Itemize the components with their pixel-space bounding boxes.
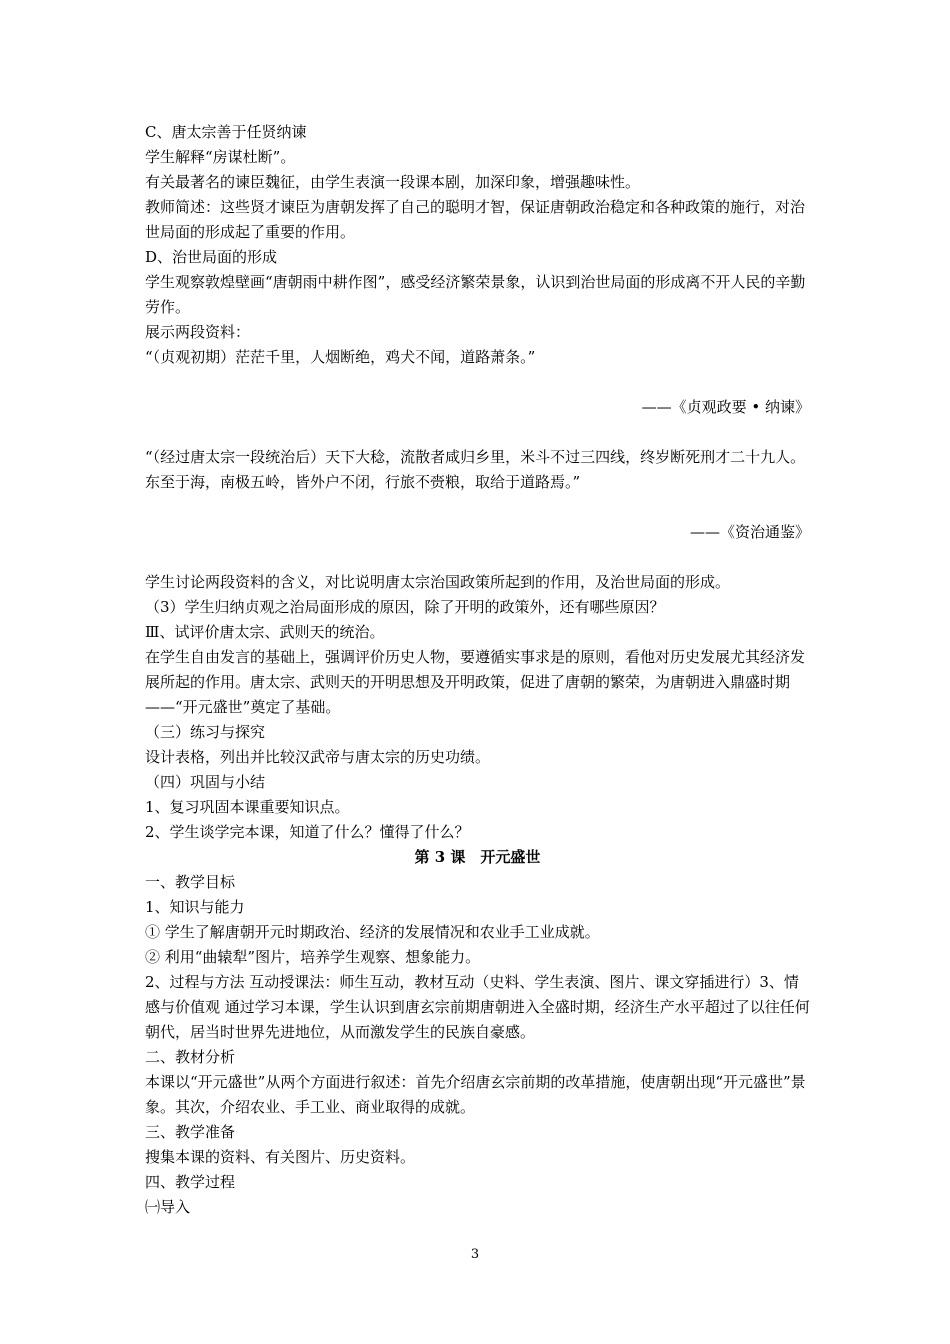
list-item: ① 学生了解唐朝开元时期政治、经济的发展情况和农业手工业成就。 (145, 923, 600, 941)
paragraph: 2、过程与方法 互动授课法：师生互动，教材互动（史料、学生表演、图片、课文穿插进行）3、情感与价值观 通过学习本课，学生认识到唐玄宗前期唐朝进入全盛时期，经济生产水平超过了以往任何朝代，居当时世界先进地位，从而激发学生的民族自豪感。 (145, 973, 810, 1041)
section-heading: 三、教学准备 (145, 1123, 236, 1141)
quote-source: ——《贞观政要 • 纳谏》 (641, 398, 810, 416)
paragraph: 在学生自由发言的基础上，强调评价历史人物，要遵循实事求是的原则，看他对历史发展尤其经济发展所起的作用。唐太宗、武则天的开明思想及开明政策，促进了唐朝的繁荣，为唐朝进入鼎盛时期——“开元盛世”奠定了基础。 (145, 648, 806, 716)
quote: “（经过唐太宗一段统治后）天下大稔，流散者咸归乡里，米斗不过三四线，终岁断死刑才二十九人。东至于海，南极五岭，皆外户不闭，行旅不赍粮，取给于道路焉。” (145, 448, 806, 491)
paragraph: 展示两段资料： (145, 323, 251, 341)
section-heading: （三）练习与探究 (145, 723, 266, 741)
list-item: ② 利用“曲辕犁”图片，培养学生观察、想象能力。 (145, 948, 481, 966)
section-heading: 四、教学过程 (145, 1173, 236, 1191)
paragraph: （3）学生归纳贞观之治局面形成的原因，除了开明的政策外，还有哪些原因？ (145, 598, 665, 616)
section-heading: 二、教材分析 (145, 1048, 236, 1066)
page-number: 3 (470, 1247, 480, 1262)
quote-source: ——《资治通鉴》 (689, 523, 810, 541)
list-item: 2、学生谈学完本课，知道了什么？懂得了什么？ (145, 823, 470, 841)
list-item: 1、复习巩固本课重要知识点。 (145, 798, 350, 816)
section-heading: 一、教学目标 (145, 873, 236, 891)
paragraph: 教师简述：这些贤才谏臣为唐朝发挥了自己的聪明才智，保证唐朝政治稳定和各种政策的施行，对治世局面的形成起了重要的作用。 (145, 198, 806, 241)
paragraph: 本课以“开元盛世”从两个方面进行叙述：首先介绍唐玄宗前期的改革措施，使唐朝出现“开元盛世”景象。其次，介绍农业、手工业、商业取得的成就。 (145, 1073, 806, 1116)
subsection-heading: D、治世局面的形成 (145, 248, 278, 266)
document-body (145, 120, 810, 1220)
subsection-heading: 1、知识与能力 (145, 898, 245, 916)
paragraph: 学生解释“房谋杜断”。 (145, 148, 296, 166)
paragraph: 设计表格，列出并比较汉武帝与唐太宗的历史功绩。 (145, 748, 491, 766)
paragraph: 搜集本课的资料、有关图片、历史资料。 (145, 1148, 416, 1166)
paragraph: 学生讨论两段资料的含义，对比说明唐太宗治国政策所起到的作用，及治世局面的形成。 (145, 573, 731, 591)
subsection-heading: ㈠导入 (145, 1198, 191, 1216)
lesson-title: 第 3 课 开元盛世 (414, 848, 541, 866)
paragraph: 学生观察敦煌壁画“唐朝雨中耕作图”，感受经济繁荣景象，认识到治世局面的形成离不开人民的辛勤劳作。 (145, 273, 806, 316)
subsection-heading: C、唐太宗善于任贤纳谏 (145, 123, 307, 141)
paragraph: 有关最著名的谏臣魏征，由学生表演一段课本剧，加深印象，增强趣味性。 (145, 173, 641, 191)
section-heading: （四）巩固与小结 (145, 773, 266, 791)
quote: “（贞观初期）茫茫千里，人烟断绝，鸡犬不闻，道路萧条。” (145, 348, 536, 366)
subsection-heading: Ⅲ、试评价唐太宗、武则天的统治。 (145, 623, 385, 641)
